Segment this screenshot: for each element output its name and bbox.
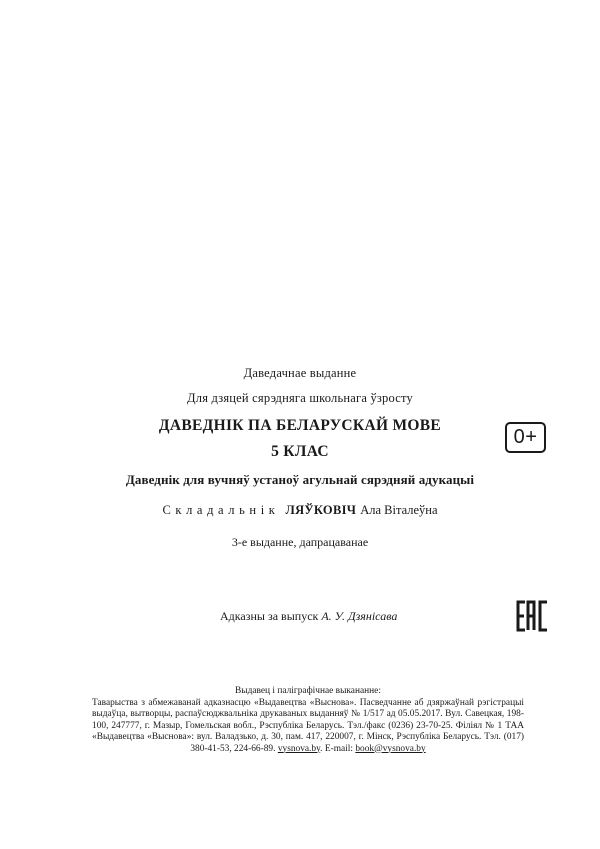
- book-title: ДАВЕДНІК ПА БЕЛАРУСКАЙ МОВЕ: [158, 417, 442, 434]
- responsible-person: А. У. Дзянісава: [321, 609, 398, 623]
- compiler-role: Складальнік: [162, 503, 280, 517]
- publisher-imprint: Выдавец і паліграфічнае выкананне: Таварыства з абмежаванай адказнасцю «Выдавецтва «Выснова». Пасведчанне аб дзяржаўнай рэгістрацыі выдаўца, вытворцы, распаўсюджвальніка друкаваных выданняў № 1/517 ад 05.05.2017. Вул. Савецкая, 198-100, 247777, г. Мазыр, Гомельская вобл., Рэспубліка Беларусь. Тэл./факс (0236) 23-70-25. Філіял № 1 ТАА «Выдавецтва «Выснова»: вул. Валадзько, д. 30, пам. 417, 220007, г. Мінск, Рэспубліка Беларусь. Тэл. (017) 380-41-53, 224-66-89. vysnova.by. E-mail: book@vysnova.by: [92, 686, 524, 754]
- compiler-given-names: Ала Віталеўна: [360, 503, 438, 517]
- email-link[interactable]: book@vysnova.by: [355, 743, 426, 754]
- responsible-line: [220, 609, 397, 624]
- compiler-line: [0, 503, 600, 518]
- imprint-body: Таварыства з абмежаванай адказнасцю «Выдавецтва «Выснова». Пасведчанне аб дзяржаўнай рэгістрацыі выдаўца, вытворцы, распаўсюджвальніка друкаваных выданняў № 1/517 ад 05.05.2017. Вул. Савецкая, 198-100, 247777, г. Мазыр, Гомельская вобл., Рэспубліка Беларусь. Тэл./факс (0236) 23-70-25. Філіял № 1 ТАА «Выдавецтва «Выснова»: вул. Валадзько, д. 30, пам. 417, 220007, г. Мінск, Рэспубліка Беларусь. Тэл. (017) 380-41-53, 224-66-89.: [92, 697, 524, 754]
- edition-note: 3-е выданне, дапрацаванае: [231, 535, 369, 549]
- website-link[interactable]: vysnova.by: [277, 743, 321, 754]
- age-group-note: Для дзяцей сярэдняга школьнага ўзросту: [187, 391, 413, 405]
- book-subtitle: Даведнік для вучняў устаноў агульнай сярэдняй адукацыі: [125, 472, 475, 487]
- grade-label: 5 КЛАС: [271, 443, 329, 460]
- compiler-surname: ЛЯЎКОВІЧ: [285, 503, 357, 517]
- eac-certification-icon: [516, 599, 550, 633]
- age-rating-badge: 0+: [505, 422, 546, 453]
- imprint-heading: Выдавец і паліграфічнае выкананне:: [235, 686, 381, 696]
- email-label: E-mail:: [324, 743, 353, 754]
- publication-type: Даведачнае выданне: [243, 366, 357, 380]
- responsible-label: Адказны за выпуск: [220, 609, 319, 623]
